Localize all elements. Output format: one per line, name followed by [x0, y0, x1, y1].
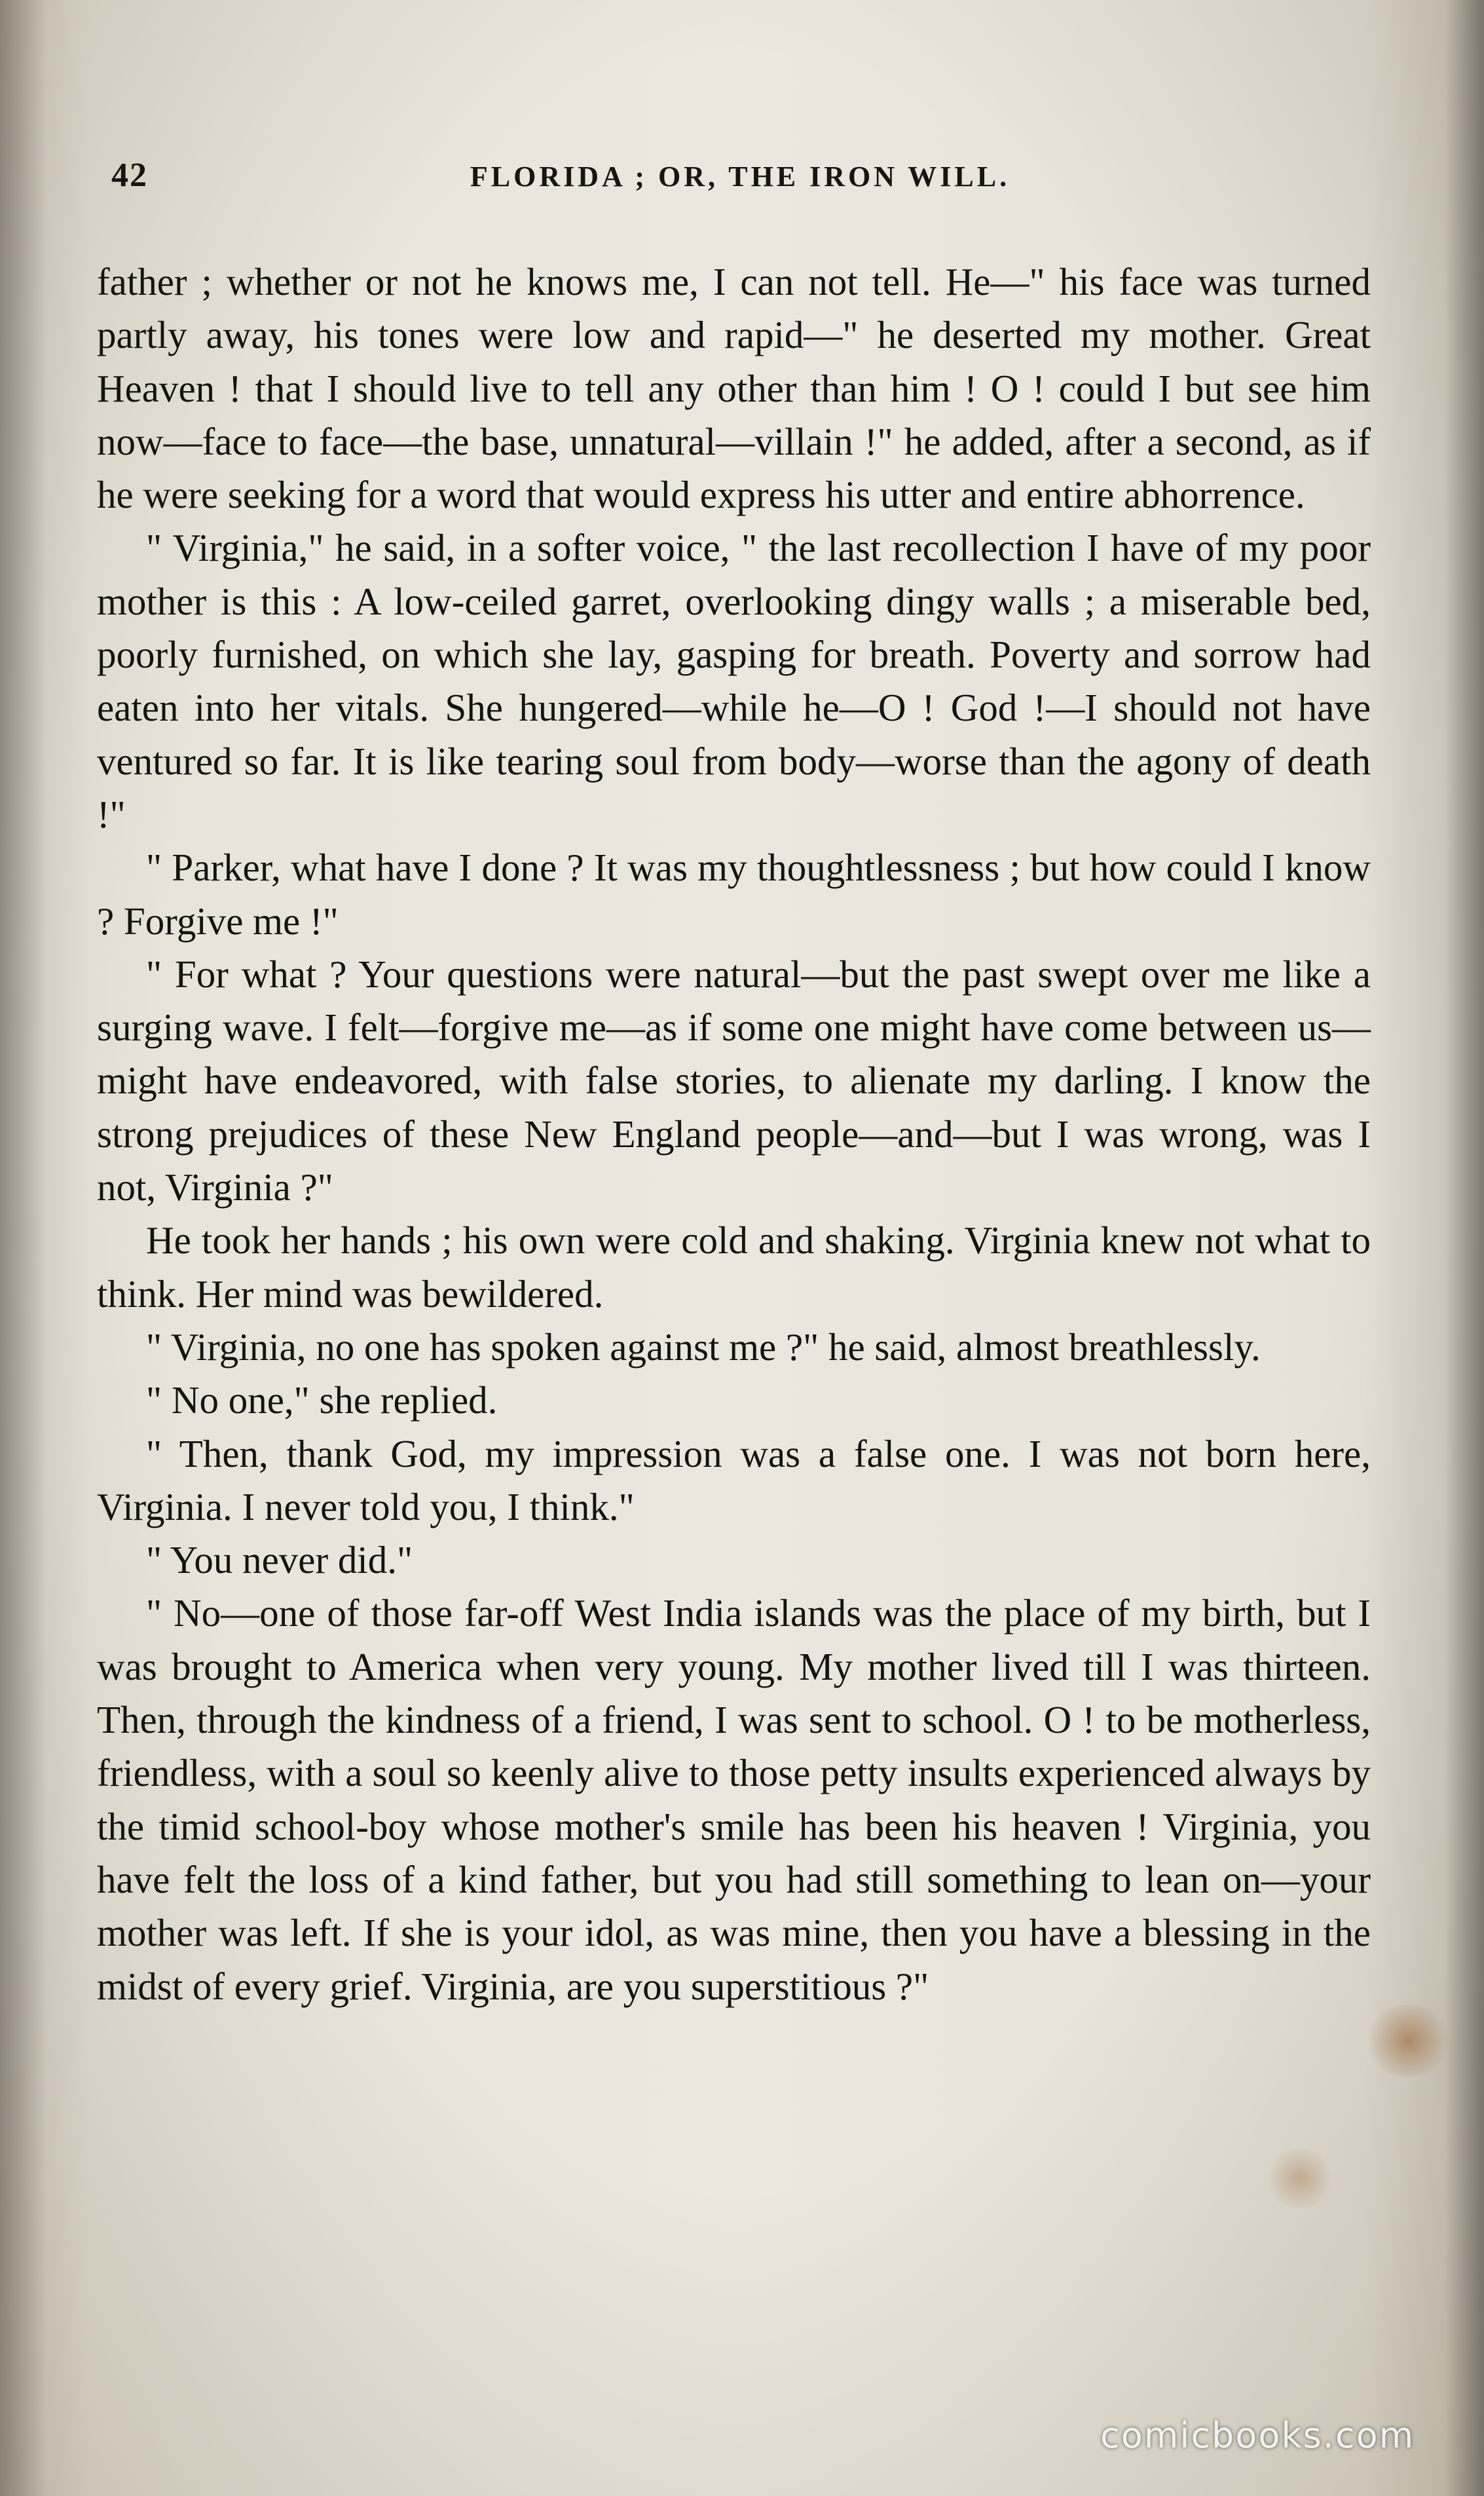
paragraph: " Parker, what have I done ? It was my thoughtlessness ; but how could I know ? Forgive me !": [97, 846, 1371, 943]
spine-shadow: [0, 0, 46, 2496]
paragraph: " Virginia, no one has spoken against me ?" he said, almost breathlessly.: [146, 1325, 1261, 1369]
running-head: FLORIDA ; OR, THE IRON WILL.: [470, 161, 1011, 193]
page-header: [98, 156, 1382, 208]
paragraph: " Virginia," he said, in a softer voice, " the last recollection I have of my poor mother is this : A low-ceiled garret, overlooking dingy walls ; a miserable bed, poorly furnished, on which she lay, gasping for breath. Poverty and sorrow had eaten into her vitals. She hungered—while he—O ! God !—I should not have ventured so far. It is like tearing soul from body—worse than the agony of death !": [97, 526, 1371, 836]
page-number: 42: [111, 157, 148, 194]
watermark: comicbooks.com: [1100, 2415, 1415, 2456]
paragraph: " You never did.": [146, 1538, 413, 1582]
page-edge-shadow: [1445, 0, 1484, 2496]
paper-stain: [1264, 2149, 1336, 2208]
paragraph: " No—one of those far-off West India islands was the place of my birth, but I was brought to America when very young. My mother lived till I was thirteen. Then, through the kindness of a friend, I was sent to school. O ! to be motherless, friendless, with a soul so keenly alive to those petty insults experienced always by the timid school-boy whose mother's smile has been his heaven ! Virginia, you have felt the loss of a kind father, but you had still something to lean on—your mother was left. If she is your idol, as was mine, then you have a blessing in the midst of every grief. Virginia, are you superstitious ?": [97, 1591, 1371, 2008]
paragraph: " For what ? Your questions were natural—but the past swept over me like a surging wave. I felt—forgive me—as if some one might have come between us—might have endeavored, with false stories, to alienate my darling. I know the strong prejudices of these New England people—and—but I was wrong, was I not, Virginia ?": [97, 952, 1371, 1209]
paper-stain: [1362, 2005, 1454, 2077]
paragraph: " Then, thank God, my impression was a false one. I was not born here, Virginia. I never told you, I think.": [97, 1431, 1371, 1528]
body-text: [97, 255, 1371, 2013]
paragraph: He took her hands ; his own were cold and shaking. Virginia knew not what to think. Her mind was bewildered.: [97, 1219, 1371, 1315]
paragraph: " No one," she replied.: [146, 1378, 498, 1422]
paragraph: father ; whether or not he knows me, I can not tell. He—" his face was turned partly away, his tones were low and rapid—" he deserted my mother. Great Heaven ! that I should live to tell any other than him ! O ! could I but see him now—face to face—the base, unnatural—villain !" he added, after a second, as if he were seeking for a word that would express his utter and entire abhorrence.: [97, 260, 1371, 517]
